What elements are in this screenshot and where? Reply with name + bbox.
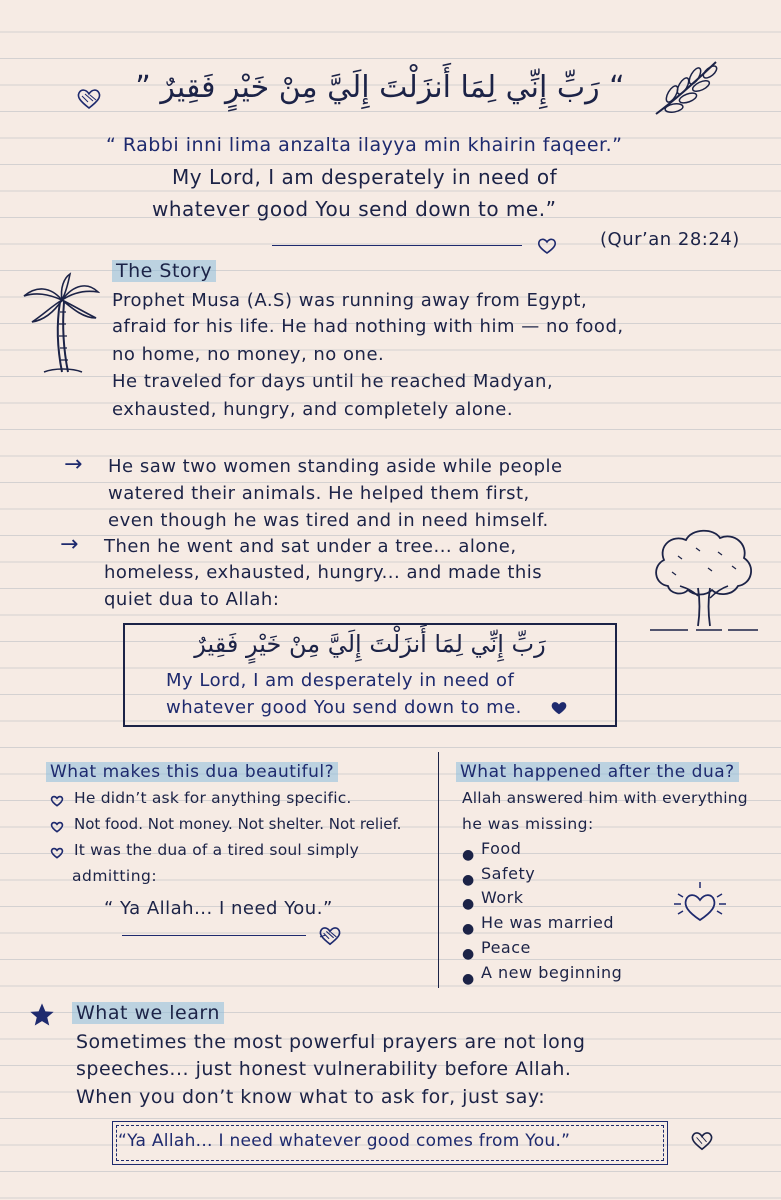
heart-icon [690, 1131, 714, 1151]
after-bullet-4: He was married [481, 913, 614, 932]
dua-box-line-2: whatever good You send down to me. [166, 697, 522, 718]
bullet-dot: ● [462, 921, 475, 937]
bullet-dot: ● [462, 872, 475, 888]
story-heading-text: The Story [112, 260, 216, 282]
story-line-1: Prophet Musa (A.S) was running away from Egypt, [112, 290, 588, 311]
heart-bullet-icon [50, 821, 64, 833]
learn-heading-text: What we learn [72, 1002, 224, 1024]
beautiful-quote: “ Ya Allah... I need You.” [104, 898, 333, 919]
point2-line-3: quiet dua to Allah: [104, 589, 280, 610]
learn-line-1: Sometimes the most powerful prayers are not long [76, 1031, 586, 1053]
verse-reference: (Qur’an 28:24) [600, 229, 740, 250]
heart-doodle-icon [76, 88, 102, 110]
heart-icon [550, 700, 568, 716]
story-line-2: afraid for his life. He had nothing with him — no food, [112, 316, 624, 337]
learn-heading [72, 1002, 224, 1024]
point1-line-1: He saw two women standing aside while people [108, 456, 563, 477]
beautiful-item-2: Not food. Not money. Not shelter. Not relief. [74, 815, 402, 833]
star-icon [28, 1001, 56, 1033]
underline-divider [272, 245, 522, 246]
tree-icon [648, 526, 760, 640]
beautiful-item-1: He didn’t ask for anything specific. [74, 789, 352, 807]
point1-line-3: even though he was tired and in need himself. [108, 510, 549, 531]
quote-underline [122, 935, 306, 936]
bullet-dot: ● [462, 896, 475, 912]
bullet-dot: ● [462, 847, 475, 863]
palm-tree-icon [22, 272, 100, 380]
learn-line-2: speeches... just honest vulnerability before Allah. [76, 1058, 572, 1080]
column-divider [438, 752, 439, 988]
beautiful-heading-text: What makes this dua beautiful? [46, 762, 338, 782]
story-line-4: He traveled for days until he reached Madyan, [112, 371, 554, 392]
after-bullet-6: A new beginning [481, 963, 623, 982]
translation-line-2: whatever good You send down to me.” [152, 197, 557, 221]
after-bullet-1: Food [481, 839, 522, 858]
sparkle-heart-icon [670, 880, 730, 928]
after-bullet-5: Peace [481, 938, 531, 957]
story-heading [112, 260, 216, 282]
learn-line-3: When you don’t know what to ask for, just say: [76, 1086, 546, 1108]
after-bullet-2: Safety [481, 864, 536, 883]
after-heading [456, 762, 739, 782]
story-line-5: exhausted, hungry, and completely alone. [112, 399, 514, 420]
beautiful-continuation: admitting: [72, 867, 158, 885]
after-bullet-3: Work [481, 888, 524, 907]
header-arabic-verse: “ رَبِّ إِنِّي لِمَا أَنزَلْتَ إِلَيَّ مِنْ خَيْرٍ فَقِيرٌ ” [135, 70, 625, 105]
dua-box-line-1: My Lord, I am desperately in need of [166, 670, 515, 691]
point2-line-1: Then he went and sat under a tree... alone, [104, 536, 517, 557]
after-intro-2: he was missing: [462, 815, 594, 833]
translation-line-1: My Lord, I am desperately in need of [172, 165, 558, 189]
story-line-3: no home, no money, no one. [112, 344, 385, 365]
transliteration: “ Rabbi inni lima anzalta ilayya min khairin faqeer.” [106, 134, 623, 156]
heart-bullet-icon [50, 847, 64, 859]
point1-line-2: watered their animals. He helped them first, [108, 483, 530, 504]
leaf-branch-icon [650, 58, 722, 122]
learn-quote: “Ya Allah... I need whatever good comes from You.” [118, 1131, 571, 1151]
heart-doodle-icon [318, 926, 342, 946]
arrow-icon: → [64, 452, 83, 477]
beautiful-heading [46, 762, 338, 782]
dua-box-arabic: رَبِّ إِنِّي لِمَا أَنزَلْتَ إِلَيَّ مِنْ خَيْرٍ فَقِيرٌ [194, 630, 546, 658]
beautiful-item-3: It was the dua of a tired soul simply [74, 841, 360, 859]
after-heading-text: What happened after the dua? [456, 762, 739, 782]
arrow-icon: → [60, 532, 79, 557]
bullet-dot: ● [462, 971, 475, 987]
point2-line-2: homeless, exhausted, hungry... and made this [104, 562, 543, 583]
heart-bullet-icon [50, 795, 64, 807]
heart-icon [537, 237, 557, 255]
after-intro-1: Allah answered him with everything [462, 789, 748, 807]
bullet-dot: ● [462, 946, 475, 962]
